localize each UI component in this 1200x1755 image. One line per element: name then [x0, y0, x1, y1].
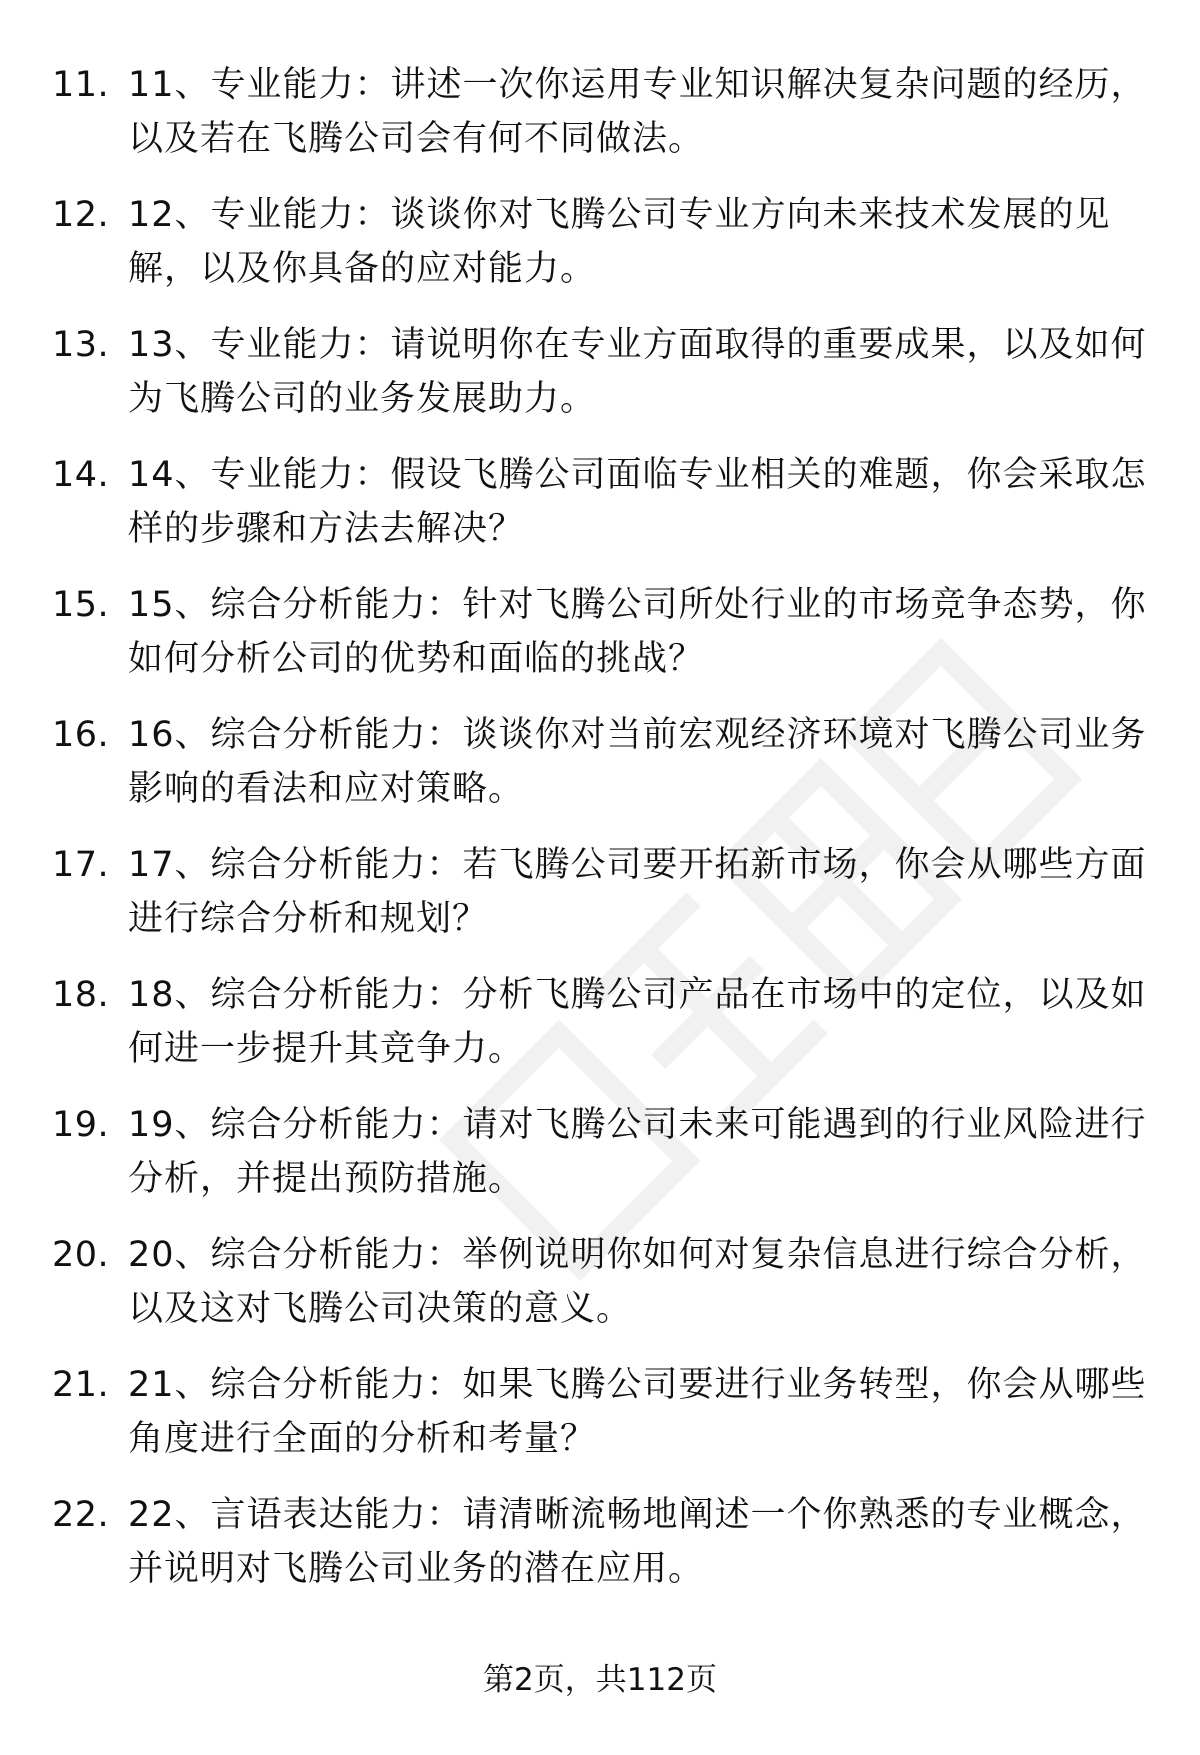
- question-item: [0, 188, 1200, 318]
- question-number: 13.: [52, 325, 110, 365]
- question-number: 22.: [52, 1495, 110, 1535]
- question-number: 14.: [52, 455, 110, 495]
- question-number: 15.: [52, 585, 110, 625]
- question-list: [0, 58, 1200, 1618]
- question-number: 21.: [52, 1365, 110, 1405]
- question-item: [0, 318, 1200, 448]
- question-text: 12、专业能力：谈谈你对飞腾公司专业方向未来技术发展的见解，以及你具备的应对能力。: [128, 195, 1111, 289]
- question-text: 18、综合分析能力：分析飞腾公司产品在市场中的定位，以及如何进一步提升其竞争力。: [128, 975, 1147, 1069]
- question-item: [0, 1228, 1200, 1358]
- question-item: [0, 968, 1200, 1098]
- question-number: 18.: [52, 975, 110, 1015]
- question-number: 11.: [52, 65, 110, 105]
- question-text: 21、综合分析能力：如果飞腾公司要进行业务转型，你会从哪些角度进行全面的分析和考量？: [128, 1365, 1147, 1459]
- page-footer: 第2页，共112页: [483, 1662, 717, 1698]
- question-item: [0, 1358, 1200, 1488]
- question-text: 14、专业能力：假设飞腾公司面临专业相关的难题，你会采取怎样的步骤和方法去解决？: [128, 455, 1147, 549]
- question-text: 22、言语表达能力：请清晰流畅地阐述一个你熟悉的专业概念，并说明对飞腾公司业务的潜在应用。: [128, 1495, 1147, 1589]
- question-number: 12.: [52, 195, 110, 235]
- question-text: 15、综合分析能力：针对飞腾公司所处行业的市场竞争态势，你如何分析公司的优势和面临的挑战？: [128, 585, 1147, 679]
- question-item: [0, 838, 1200, 968]
- question-number: 17.: [52, 845, 110, 885]
- question-item: [0, 448, 1200, 578]
- question-item: [0, 1098, 1200, 1228]
- question-number: 19.: [52, 1105, 110, 1145]
- question-text: 11、专业能力：讲述一次你运用专业知识解决复杂问题的经历，以及若在飞腾公司会有何不同做法。: [128, 65, 1147, 159]
- question-text: 19、综合分析能力：请对飞腾公司未来可能遇到的行业风险进行分析，并提出预防措施。: [128, 1105, 1147, 1199]
- question-text: 16、综合分析能力：谈谈你对当前宏观经济环境对飞腾公司业务影响的看法和应对策略。: [128, 715, 1147, 809]
- question-item: [0, 708, 1200, 838]
- question-text: 17、综合分析能力：若飞腾公司要开拓新市场，你会从哪些方面进行综合分析和规划？: [128, 845, 1147, 939]
- question-text: 13、专业能力：请说明你在专业方面取得的重要成果，以及如何为飞腾公司的业务发展助力。: [128, 325, 1147, 419]
- question-item: [0, 578, 1200, 708]
- question-item: [0, 58, 1200, 188]
- question-item: [0, 1488, 1200, 1618]
- question-text: 20、综合分析能力：举例说明你如何对复杂信息进行综合分析，以及这对飞腾公司决策的意义。: [128, 1235, 1147, 1329]
- question-number: 20.: [52, 1235, 110, 1275]
- question-number: 16.: [52, 715, 110, 755]
